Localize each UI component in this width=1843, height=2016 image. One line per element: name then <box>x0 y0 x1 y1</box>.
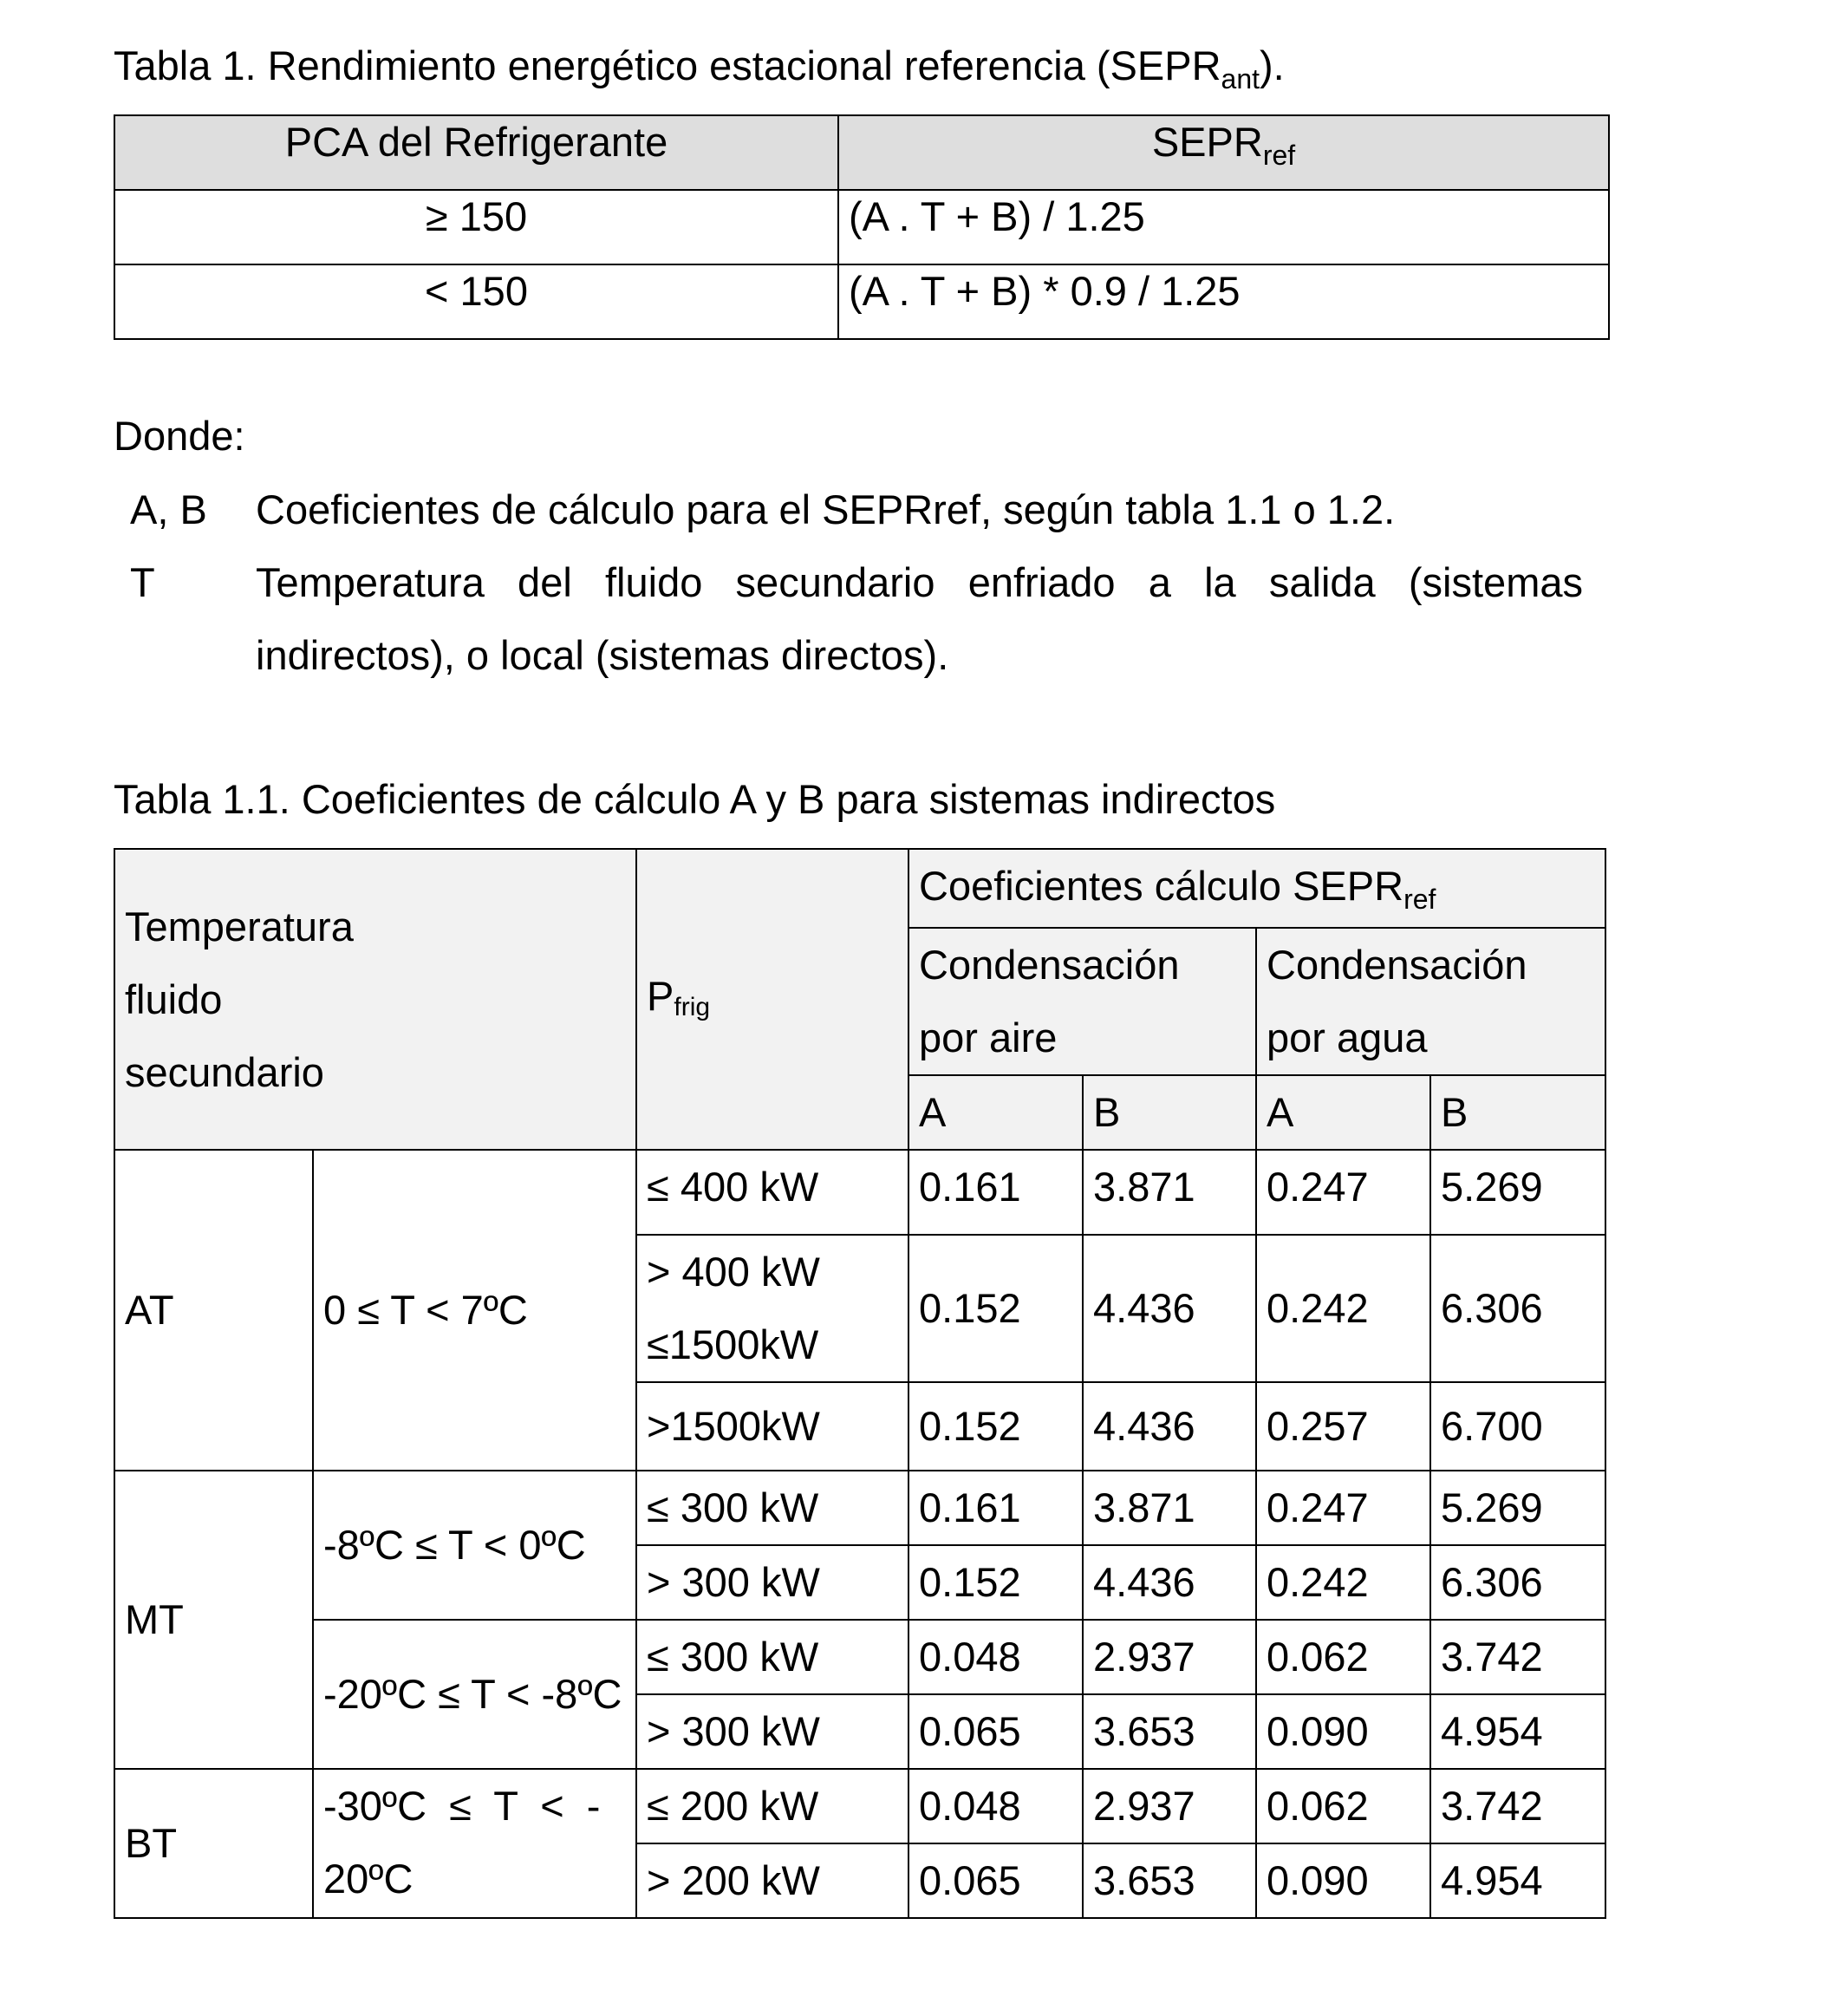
table2-cell-power: ≤ 300 kW <box>636 1471 908 1545</box>
table-row <box>114 1769 1605 1843</box>
table2-group-at: AT <box>114 1150 313 1471</box>
table2-cell-power-line: ≤1500kW <box>647 1321 819 1367</box>
table-row <box>114 1471 1605 1545</box>
table2-range-bt <box>313 1769 636 1918</box>
table-row <box>114 264 1609 339</box>
definition-ab <box>130 473 1583 546</box>
table1-header-pca <box>114 115 838 190</box>
table1-header-sepr <box>838 115 1609 190</box>
table2-cell-b-water: 6.700 <box>1430 1382 1605 1471</box>
where-label: Donde: <box>114 413 245 459</box>
table2-cell-power: > 300 kW <box>636 1694 908 1769</box>
table2-cell-power <box>636 1235 908 1382</box>
table2-header-temperature <box>114 849 636 1150</box>
table2-cell-b-water: 4.954 <box>1430 1694 1605 1769</box>
table2-header-b-air: B <box>1083 1075 1256 1150</box>
table2-cell-a-air: 0.152 <box>908 1545 1083 1620</box>
table1-header-sepr-text: SEPR <box>1151 119 1263 165</box>
definition-t <box>130 546 1583 692</box>
definition-symbol: T <box>130 559 155 605</box>
table2-group-mt: MT <box>114 1471 313 1769</box>
table-row <box>114 1620 1605 1694</box>
table2-header-b-water: B <box>1430 1075 1605 1150</box>
table2-range-mt-2: -20ºC ≤ T < -8ºC <box>313 1620 636 1769</box>
table1-caption-suffix: ). <box>1260 42 1285 88</box>
table2-header-water-line: por agua <box>1267 1015 1428 1060</box>
table2-header-water-line: Condensación <box>1267 942 1527 988</box>
table2-cell-power: >1500kW <box>636 1382 908 1471</box>
table2-header-air-line: Condensación <box>919 942 1180 988</box>
table2-cell-b-water: 6.306 <box>1430 1235 1605 1382</box>
table2-header-pfrig-text: P <box>647 973 674 1019</box>
table2-caption: Tabla 1.1. Coeficientes de cálculo A y B para sistemas indirectos <box>114 776 1276 822</box>
table2-cell-a-air: 0.161 <box>908 1150 1083 1235</box>
table-row <box>114 190 1609 264</box>
table2-range-bt-line: -30ºC ≤ T < - <box>323 1783 601 1829</box>
table2-header-a-water: A <box>1256 1075 1430 1150</box>
table2-cell-a-air: 0.048 <box>908 1769 1083 1843</box>
table2-header-temperature-line: secundario <box>125 1048 324 1095</box>
table2-cell-power: ≤ 400 kW <box>636 1150 908 1235</box>
table2-cell-b-air: 2.937 <box>1083 1620 1256 1694</box>
table2-cell-a-air: 0.048 <box>908 1620 1083 1694</box>
table2-cell-power: > 300 kW <box>636 1545 908 1620</box>
table1-caption <box>114 40 1285 96</box>
table2-header-temperature-line: Temperatura <box>125 903 354 949</box>
table2-cell-b-air: 4.436 <box>1083 1382 1256 1471</box>
table2-cell-a-water: 0.090 <box>1256 1694 1430 1769</box>
table2-cell-a-air: 0.152 <box>908 1235 1083 1382</box>
table1-cell-formula: (A . T + B) * 0.9 / 1.25 <box>838 264 1609 339</box>
table2-cell-b-water: 6.306 <box>1430 1545 1605 1620</box>
table2-cell-b-water: 3.742 <box>1430 1620 1605 1694</box>
table2-cell-a-water: 0.242 <box>1256 1545 1430 1620</box>
table2-cell-a-water: 0.090 <box>1256 1843 1430 1918</box>
table2-cell-a-water: 0.062 <box>1256 1769 1430 1843</box>
table2-header-coefficients-subscript: ref <box>1403 884 1436 915</box>
table2-cell-b-air: 3.653 <box>1083 1843 1256 1918</box>
table2-cell-a-air: 0.161 <box>908 1471 1083 1545</box>
table2-header-pfrig <box>636 849 908 1150</box>
definition-text-line1: Temperatura del fluido secundario enfriado a la salida (sistemas <box>256 559 1583 605</box>
table1-caption-subscript: ant <box>1221 63 1260 95</box>
table2-header-coefficients-text: Coeficientes cálculo SEPR <box>919 863 1404 909</box>
table2-cell-b-water: 4.954 <box>1430 1843 1605 1918</box>
table2-header-temperature-line: fluido <box>125 975 223 1022</box>
table2-cell-a-water: 0.062 <box>1256 1620 1430 1694</box>
table2-header-pfrig-subscript: frig <box>674 993 711 1021</box>
table2-header-a-air: A <box>908 1075 1083 1150</box>
table1-header-sepr-subscript: ref <box>1262 140 1296 171</box>
table2-cell-power-line: > 400 kW <box>647 1249 820 1295</box>
table2-cell-a-water: 0.257 <box>1256 1382 1430 1471</box>
table2-header-water <box>1256 928 1605 1075</box>
definition-symbol: A, B <box>130 486 207 532</box>
table2-cell-b-water: 5.269 <box>1430 1471 1605 1545</box>
table1-header-row <box>114 115 1609 190</box>
table2-cell-a-water: 0.247 <box>1256 1471 1430 1545</box>
table2 <box>114 848 1606 1919</box>
table2-cell-power: > 200 kW <box>636 1843 908 1918</box>
table2-range-at: 0 ≤ T < 7ºC <box>313 1150 636 1471</box>
table2-header-air-line: por aire <box>919 1015 1058 1060</box>
table2-header-coefficients <box>908 849 1605 928</box>
table2-cell-b-air: 3.871 <box>1083 1150 1256 1235</box>
table2-header-air <box>908 928 1256 1075</box>
table2-cell-power: ≤ 200 kW <box>636 1769 908 1843</box>
table2-range-bt-line: 20ºC <box>323 1856 414 1902</box>
table2-cell-b-water: 3.742 <box>1430 1769 1605 1843</box>
table2-range-mt-1: -8ºC ≤ T < 0ºC <box>313 1471 636 1620</box>
definition-text <box>256 546 1583 692</box>
table2-cell-b-air: 4.436 <box>1083 1545 1256 1620</box>
table2-cell-a-air: 0.065 <box>908 1694 1083 1769</box>
table-row <box>114 1150 1605 1235</box>
table1-cell-pca: < 150 <box>114 264 838 339</box>
table2-cell-a-water: 0.247 <box>1256 1150 1430 1235</box>
table1-cell-pca: ≥ 150 <box>114 190 838 264</box>
table2-cell-b-air: 3.653 <box>1083 1694 1256 1769</box>
table1 <box>114 114 1610 340</box>
table2-group-bt: BT <box>114 1769 313 1918</box>
table1-header-pca-text: PCA del Refrigerante <box>284 119 668 165</box>
definition-text: Coeficientes de cálculo para el SEPRref, según tabla 1.1 o 1.2. <box>256 486 1396 532</box>
table2-cell-a-air: 0.065 <box>908 1843 1083 1918</box>
table1-caption-text: Tabla 1. Rendimiento energético estacional referencia (SEPR <box>114 42 1221 88</box>
table2-cell-b-air: 2.937 <box>1083 1769 1256 1843</box>
table2-header-row <box>114 849 1605 928</box>
table2-cell-a-water: 0.242 <box>1256 1235 1430 1382</box>
table2-cell-b-air: 4.436 <box>1083 1235 1256 1382</box>
table2-cell-power: ≤ 300 kW <box>636 1620 908 1694</box>
table2-cell-b-air: 3.871 <box>1083 1471 1256 1545</box>
definition-text-line2: indirectos), o local (sistemas directos). <box>256 632 949 678</box>
table2-cell-b-water: 5.269 <box>1430 1150 1605 1235</box>
table2-cell-a-air: 0.152 <box>908 1382 1083 1471</box>
table1-cell-formula: (A . T + B) / 1.25 <box>838 190 1609 264</box>
